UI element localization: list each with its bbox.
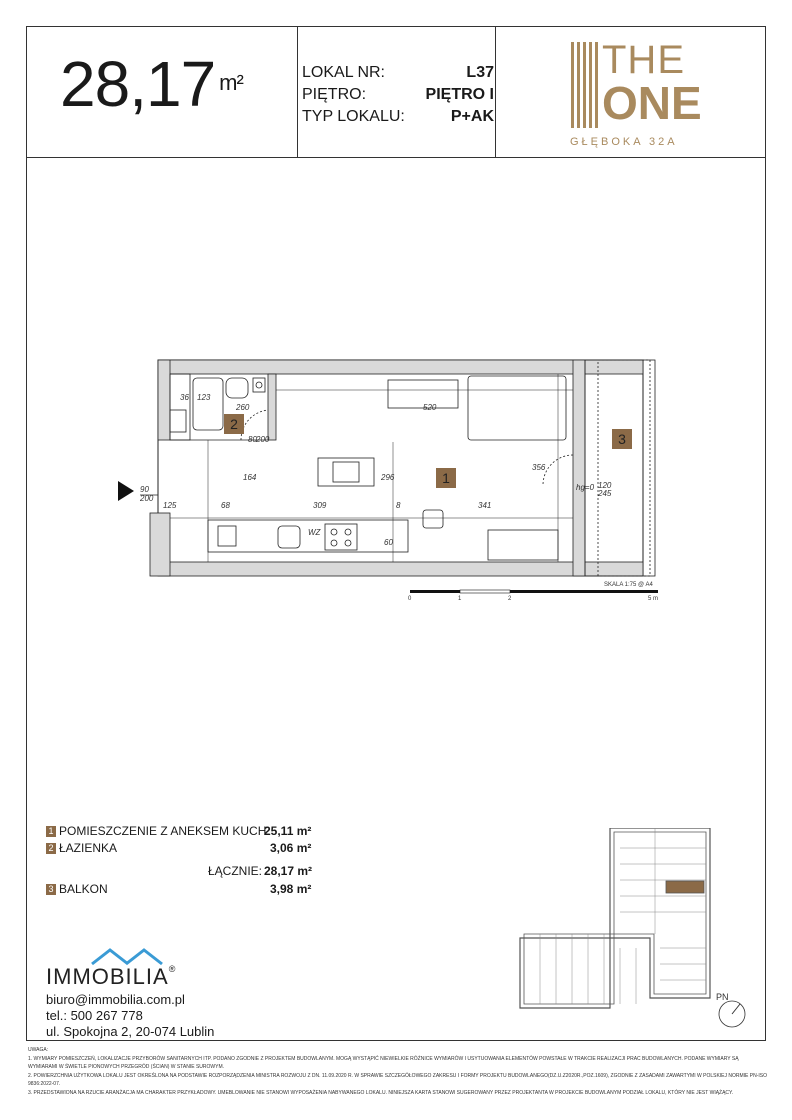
label-wz: WZ xyxy=(308,528,321,537)
info-value-lokal: L37 xyxy=(466,64,494,81)
note-3: 3. PRZEDSTAWIONA NA RZUCIE ARANŻACJA MA CHARAKTER PRZYKŁADOWY. UMEBLOWANIE NIE STANOWI WYPOSAŻENIA NABYWANEGO LOKALU. NINIEJSZA KARTA STANOWI SUGEROWANY PRZEZ PROJEKTANTA W PROJEKCIE BUDOWLANYM PODZIAŁ LOKALU, KTÓRY NIE JEST WIĄŻĄCY. xyxy=(28,1090,734,1096)
dim-296: 296 xyxy=(381,473,395,482)
compass-label: PN xyxy=(716,992,729,1002)
door-label-top: 90 xyxy=(140,485,149,494)
legend-badge-3: 3 xyxy=(46,884,56,895)
legend-name-3: BALKON xyxy=(59,882,108,896)
dim-36: 36 xyxy=(180,393,189,402)
scale-label: SKALA 1:75 @ A4 xyxy=(604,582,653,588)
the-one-logo xyxy=(566,40,706,150)
info-value-pietro: PIĘTRO I xyxy=(425,86,494,103)
immobilia-roof-icon xyxy=(88,944,168,966)
legend-name-2: ŁAZIENKA xyxy=(59,841,118,855)
dim-8: 8 xyxy=(396,501,401,510)
entrance-arrow-icon xyxy=(118,481,134,501)
info-label-pietro: PIĘTRO: xyxy=(302,86,367,103)
dim-68: 68 xyxy=(221,501,230,510)
info-row-pietro xyxy=(302,86,494,104)
logo-line1: THE xyxy=(602,38,685,82)
legend-item-2 xyxy=(46,841,117,855)
immobilia-name: IMMOBILIA xyxy=(46,964,169,989)
scale-tick-1: 1 xyxy=(458,596,462,602)
door-label-bottom: 200 xyxy=(140,494,154,503)
info-row-lokal xyxy=(302,64,494,82)
info-label-typ: TYP LOKALU: xyxy=(302,108,405,125)
header-divider-1 xyxy=(297,26,298,157)
legend-item-3 xyxy=(46,882,108,896)
dim-309: 309 xyxy=(313,501,327,510)
legend-item-1 xyxy=(46,824,270,838)
info-value-typ: P+AK xyxy=(450,108,494,125)
room-badge-3-text: 3 xyxy=(618,431,626,447)
room-badge-3 xyxy=(612,429,632,449)
building-minimap xyxy=(510,828,758,1028)
dim-125: 125 xyxy=(163,501,177,510)
dim-520: 520 xyxy=(423,403,437,412)
company-address: ul. Spokojna 2, 20-074 Lublin xyxy=(46,1024,215,1039)
dim-245: 245 xyxy=(598,489,612,498)
scale-tick-5: 5 m xyxy=(648,596,659,602)
dim-164: 164 xyxy=(243,473,257,482)
logo-address: GŁĘBOKA 32A xyxy=(570,136,678,148)
scale-tick-2: 2 xyxy=(508,596,512,602)
note-title: UWAGA: xyxy=(28,1047,49,1053)
footnotes xyxy=(28,1046,768,1098)
immobilia-reg: ® xyxy=(168,964,177,974)
room-badge-1-text: 1 xyxy=(442,470,450,486)
dim-260: 260 xyxy=(236,403,250,412)
dim-123: 123 xyxy=(197,393,211,402)
room-badge-1 xyxy=(436,468,456,488)
dim-120: 120 xyxy=(598,481,612,490)
legend-badge-1: 1 xyxy=(46,826,56,837)
scale-tick-0: 0 xyxy=(408,596,412,602)
room-badge-2-text: 2 xyxy=(230,416,238,432)
immobilia-logo xyxy=(46,964,176,990)
label-hg: hg=0 xyxy=(576,483,595,492)
legend-total-value: 28,17 m² xyxy=(264,864,313,878)
dim-341: 341 xyxy=(478,501,492,510)
info-label-lokal: LOKAL NR: xyxy=(302,64,385,81)
unit-area-value: 28,17 xyxy=(60,48,216,120)
legend-name-1: POMIESZCZENIE Z ANEKSEM KUCH. xyxy=(59,824,270,838)
header-bottom-line xyxy=(26,157,766,158)
unit-area-unit: m² xyxy=(219,70,243,95)
scale-bar xyxy=(410,590,658,593)
room-badge-2 xyxy=(224,414,244,434)
header-divider-2 xyxy=(495,26,496,157)
legend-area-3: 3,98 m² xyxy=(270,882,312,896)
dim-200: 200 xyxy=(256,435,270,444)
dim-80: 80 xyxy=(248,435,257,444)
dim-356: 356 xyxy=(532,463,546,472)
dim-60: 60 xyxy=(384,538,393,547)
logo-line2: ONE xyxy=(602,77,702,129)
note-1: 1. WYMIARY POMIESZCZEŃ, LOKALIZACJE PRZYBORÓW SANITARNYCH ITP. PODANO ZGODNIE Z PROJEKTEM BUDOWLANYM. MOGĄ WYSTĄPIĆ NIEWIELKIE RÓŻNICE WYMIARÓW I USYTUOWANIA ELEMENTÓW POWSTAŁE W TRAKCIE REALIZACJI PRAC BUDOWLANYCH. PODANE WYMIARY SĄ WYMIARAMI W ŚWIETLE PIONOWYCH PRZEGRÓD (ŚCIAN) W STANIE SUROWYM. xyxy=(28,1056,739,1070)
legend-area-1: 25,11 m² xyxy=(264,824,312,838)
unit-area xyxy=(60,48,243,120)
floor-plan xyxy=(118,350,678,610)
company-email[interactable]: biuro@immobilia.com.pl xyxy=(46,992,185,1007)
company-phone[interactable]: tel.: 500 267 778 xyxy=(46,1008,143,1023)
note-2: 2. POWIERZCHNIA UŻYTKOWA LOKALU JEST OKREŚLONA NA PODSTAWIE ROZPORZĄDZENIA MINISTRA ROZWOJU Z DN. 11.09.2020 R. W SPRAWIE SZCZEGÓŁOWEGO ZAKRESU I FORMY PROJEKTU BUDOWLANEGO(DZ.U.Z2020R.,POZ.1609), ZGODNIE Z ZASADAMI ZAWARTYMI W POLSKIEJ NORMIE PN-ISO 9836:2022-07. xyxy=(28,1073,768,1087)
legend-area-2: 3,06 m² xyxy=(270,841,312,855)
legend-total-label: ŁĄCZNIE: xyxy=(208,864,263,878)
info-row-typ xyxy=(302,108,494,126)
legend-badge-2: 2 xyxy=(46,843,56,854)
